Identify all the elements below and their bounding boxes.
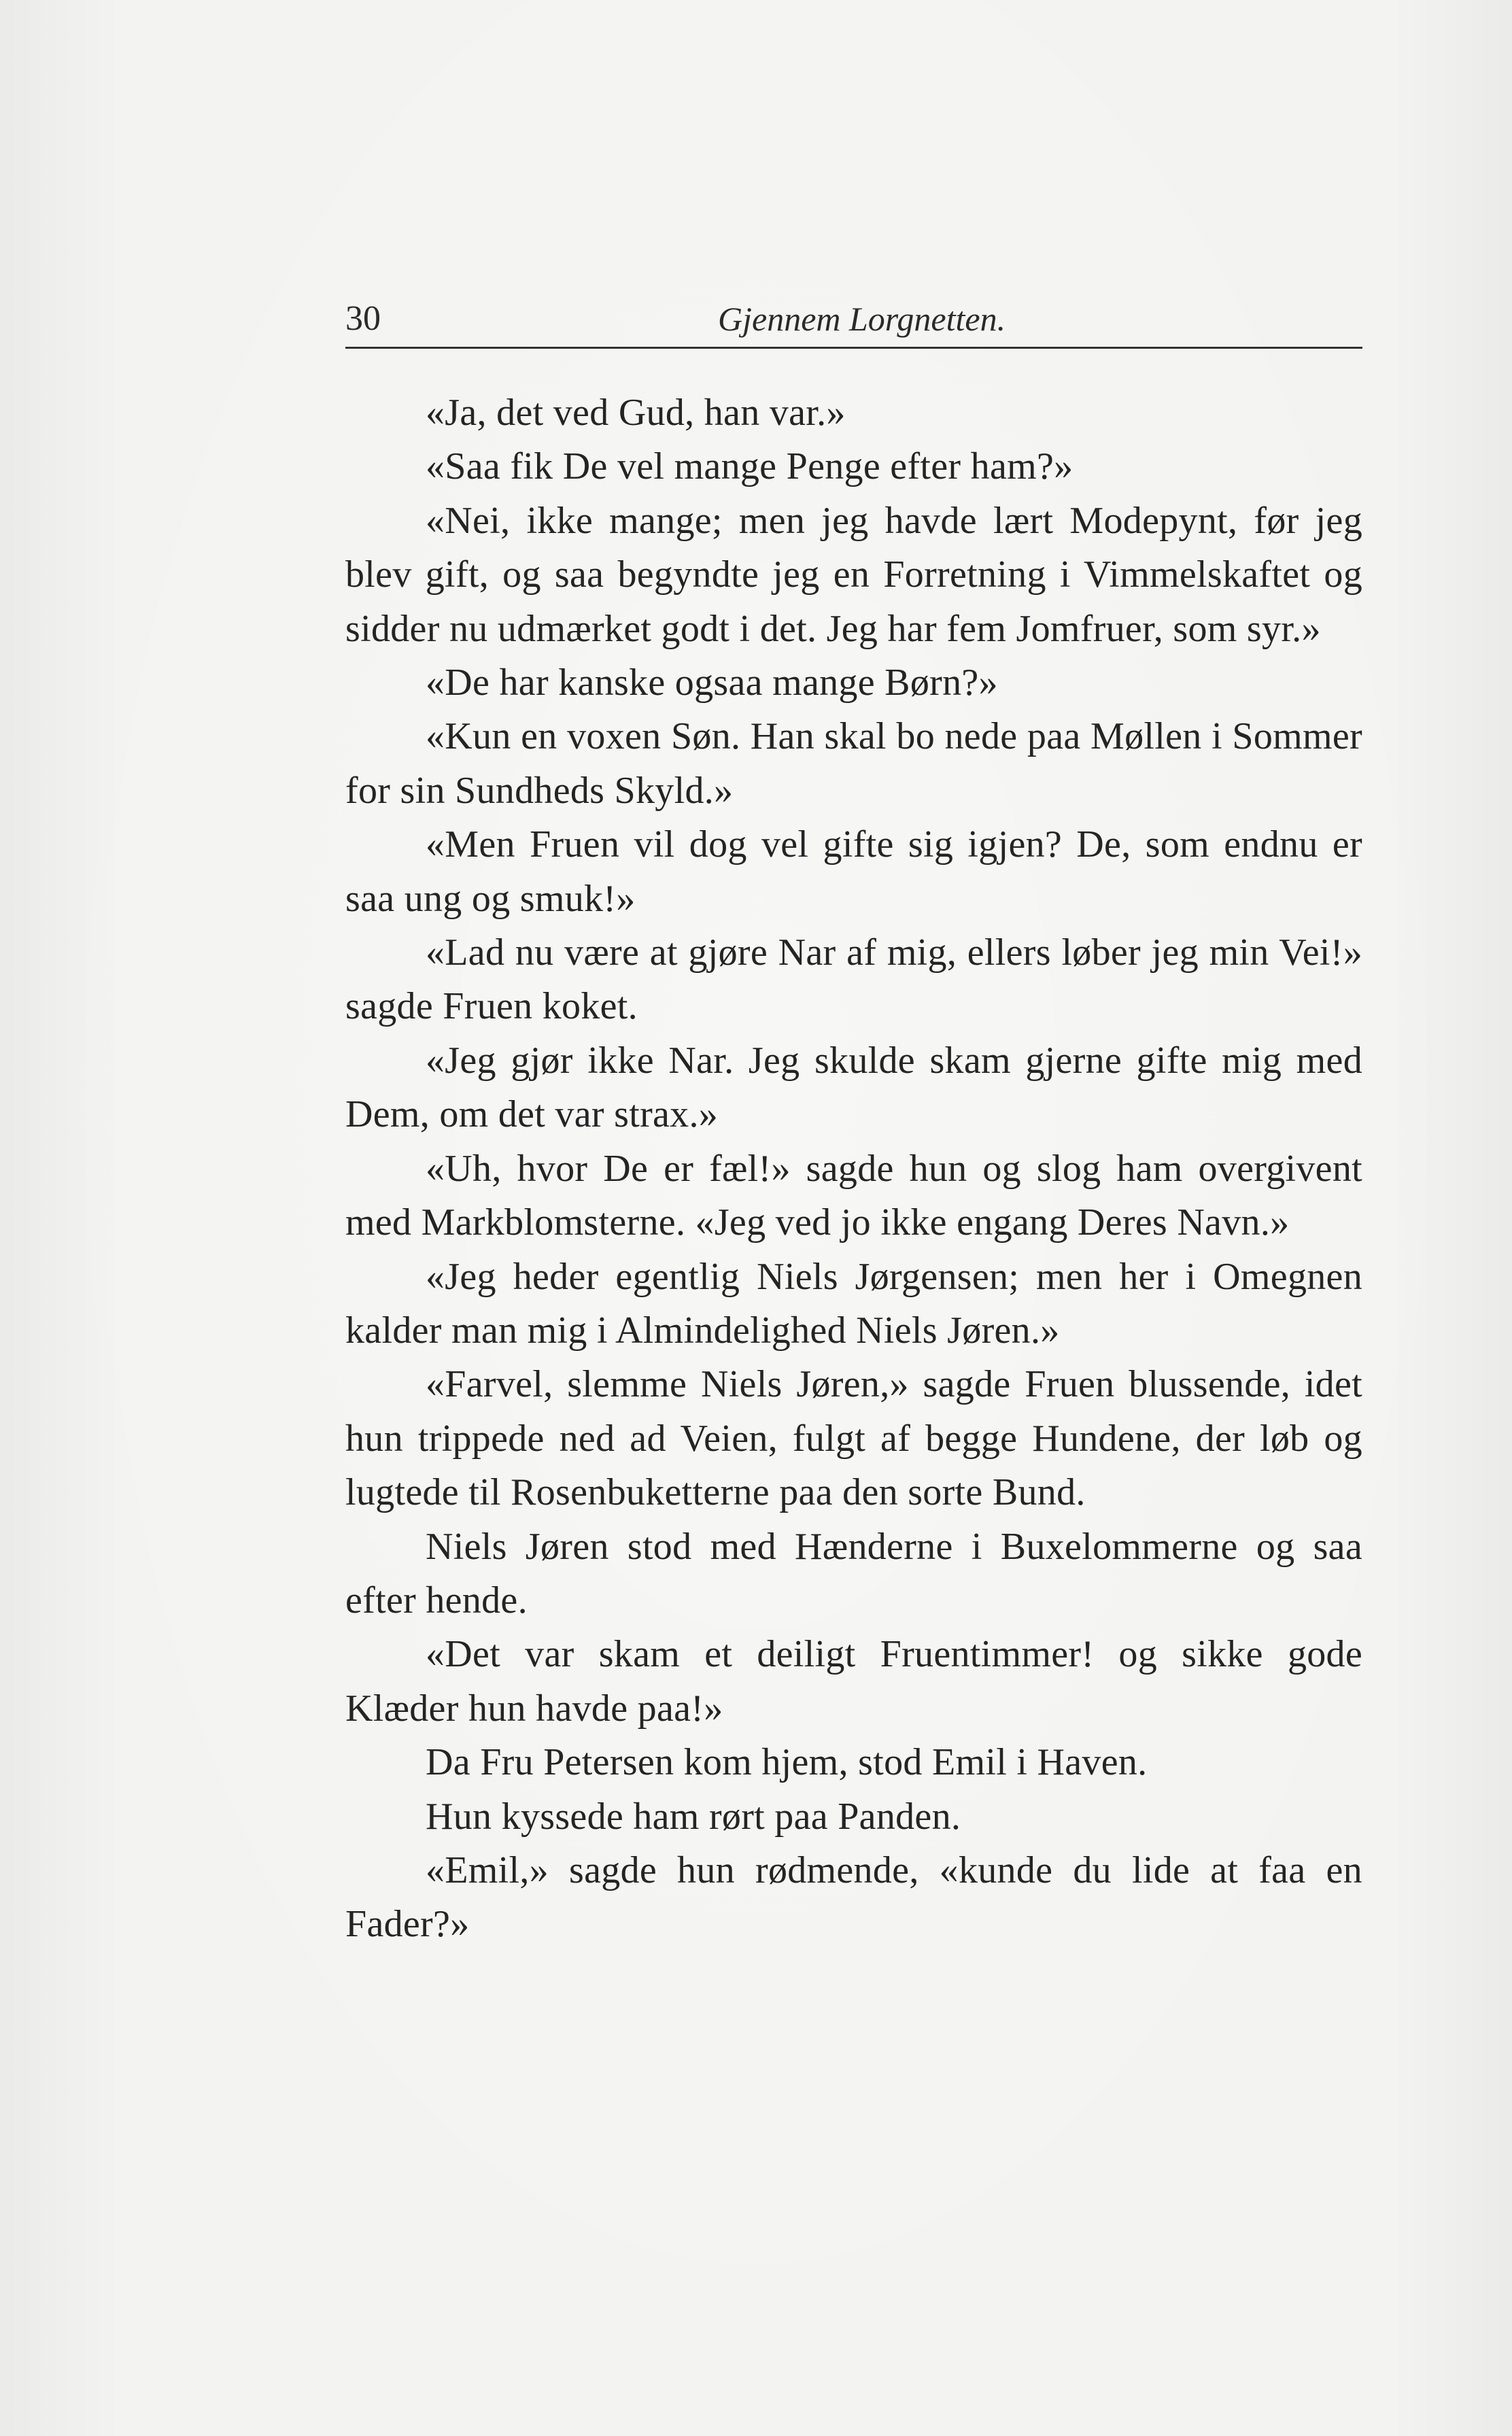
- running-title: Gjennem Lorgnetten.: [718, 300, 1006, 338]
- paragraph: Da Fru Petersen kom hjem, stod Emil i Haven.: [426, 1741, 1148, 1784]
- page-header: [345, 291, 1362, 349]
- paragraph: «Farvel, slemme Niels Jøren,» sagde Fruen blussende, idet hun trippede ned ad Veien, fulgt af begge Hundene, der løb og lugtede til Rosenbuketterne paa den sorte Bund.: [345, 1363, 1362, 1514]
- paragraph: «De har kanske ogsaa mange Børn?»: [426, 662, 998, 704]
- paragraph: «Jeg heder egentlig Niels Jørgensen; men her i Omegnen kalder man mig i Almindelighed Niels Jøren.»: [345, 1255, 1362, 1352]
- paragraph: «Men Fruen vil dog vel gifte sig igjen? De, som endnu er saa ung og smuk!»: [345, 823, 1362, 920]
- paragraph: «Uh, hvor De er fæl!» sagde hun og slog ham overgivent med Markblomsterne. «Jeg ved jo ikke engang Deres Navn.»: [345, 1147, 1362, 1244]
- paragraph: «Det var skam et deiligt Fruentimmer! og sikke gode Klæder hun havde paa!»: [345, 1633, 1362, 1730]
- paragraph: «Nei, ikke mange; men jeg havde lært Modepynt, før jeg blev gift, og saa begyndte jeg en Forretning i Vimmelskaftet og sidder nu udmærket godt i det. Jeg har fem Jomfruer, som syr.»: [345, 499, 1362, 650]
- paragraph: «Lad nu være at gjøre Nar af mig, ellers løber jeg min Vei!» sagde Fruen koket.: [345, 931, 1362, 1028]
- page-number: 30: [345, 299, 381, 338]
- paragraph: Niels Jøren stod med Hænderne i Buxelommerne og saa efter hende.: [345, 1525, 1362, 1622]
- paragraph: «Jeg gjør ikke Nar. Jeg skulde skam gjerne gifte mig med Dem, om det var strax.»: [345, 1039, 1362, 1136]
- paragraph: «Ja, det ved Gud, han var.»: [426, 392, 846, 434]
- paragraph: «Saa fik De vel mange Penge efter ham?»: [426, 445, 1073, 488]
- paragraph: Hun kyssede ham rørt paa Panden.: [426, 1795, 961, 1838]
- body-text: [345, 386, 1362, 1952]
- paragraph: «Emil,» sagde hun rødmende, «kunde du lide at faa en Fader?»: [345, 1849, 1362, 1946]
- paragraph: «Kun en voxen Søn. Han skal bo nede paa Møllen i Sommer for sin Sundheds Skyld.»: [345, 715, 1362, 812]
